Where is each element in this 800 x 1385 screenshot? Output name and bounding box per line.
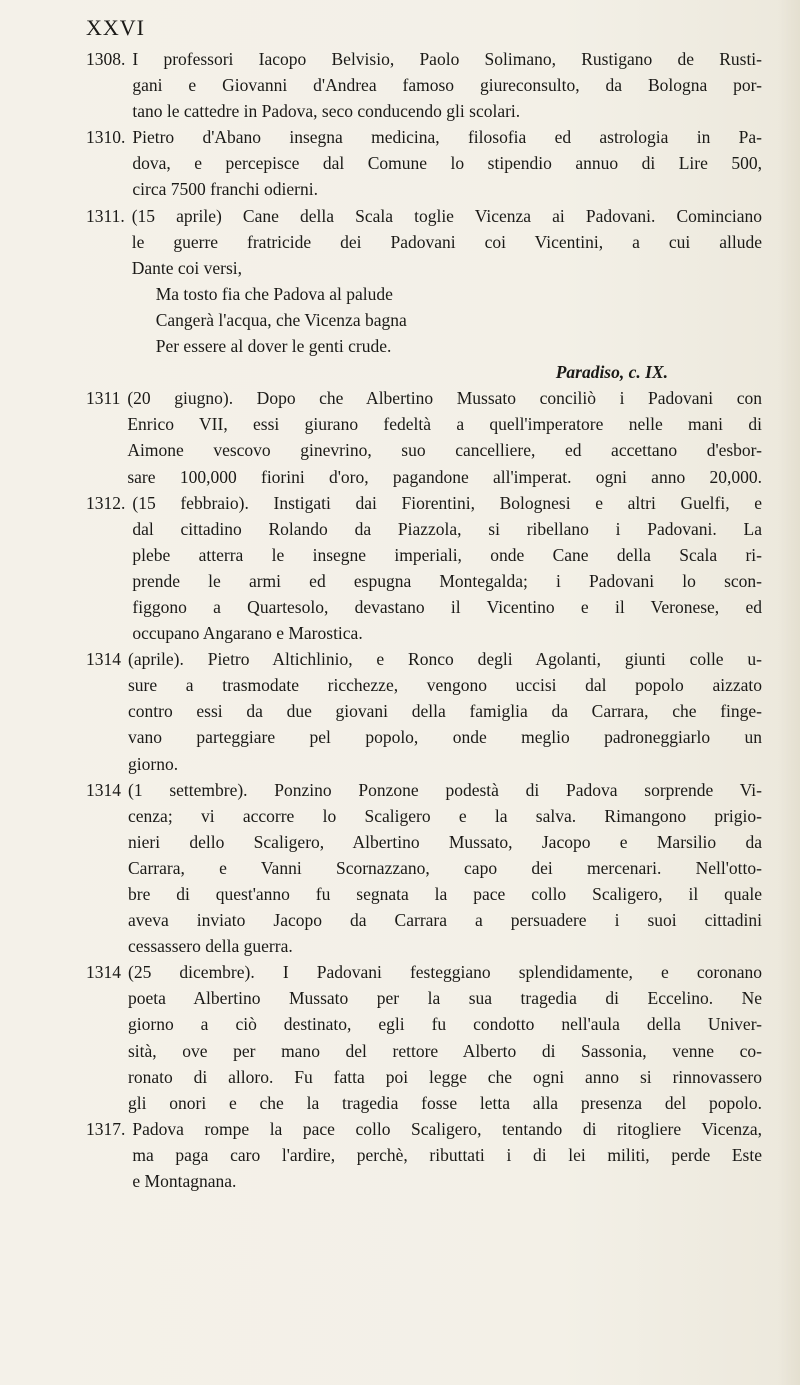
- text-line: (20 giugno). Dopo che Albertino Mussato conciliò i Padovani con: [127, 388, 762, 409]
- chronology-entry: [86, 777, 762, 960]
- entry-year: 1311.: [86, 205, 125, 226]
- text-line: gli onori e che la tragedia fosse letta alla presenza del popolo.: [128, 1092, 762, 1113]
- entry-year: 1311: [86, 388, 121, 409]
- text-line: giorno a ciò destinato, egli fu condotto nell'aula della Univer-: [128, 1014, 762, 1035]
- text-line: (aprile). Pietro Altichlinio, e Ronco degli Agolanti, giunti colle u-: [128, 649, 762, 670]
- entry-year: 1314: [86, 779, 121, 800]
- text-line: sure a trasmodate ricchezze, vengono uccisi dal popolo aizzato: [128, 675, 762, 696]
- text-line: (25 dicembre). I Padovani festeggiano splendidamente, e coronano: [128, 962, 762, 983]
- text-line: bre di quest'anno fu segnata la pace collo Scaligero, il quale: [128, 884, 762, 904]
- entry-year: 1317.: [86, 1118, 126, 1139]
- text-line: Pietro d'Abano insegna medicina, filosofia ed astrologia in Pa-: [132, 127, 762, 148]
- entry-year: 1314: [86, 649, 121, 670]
- text-line: Carrara, e Vanni Scornazzano, capo dei mercenari. Nell'otto-: [128, 857, 762, 878]
- entry-text: [132, 203, 762, 386]
- text-line: dal cittadino Rolando da Piazzola, si ribellano i Padovani. La: [132, 518, 762, 539]
- text-line: (15 febbraio). Instigati dai Fiorentini, Bolognesi e altri Guelfi, e: [132, 492, 762, 513]
- text-line: Padova rompe la pace collo Scaligero, tentando di ritogliere Vicenza,: [132, 1118, 762, 1139]
- text-line: contro essi da due giovani della famiglia da Carrara, che finge-: [128, 701, 762, 722]
- text-line: poeta Albertino Mussato per la sua tragedia di Eccelino. Ne: [128, 988, 762, 1009]
- entry-year: 1312.: [86, 492, 126, 513]
- entry-text: [128, 646, 762, 776]
- text-line: ma paga caro l'ardire, perchè, ributtati i di lei militi, perde Este: [132, 1144, 762, 1165]
- verse-line: Per essere al dover le genti crude.: [155, 336, 392, 357]
- text-line: (15 aprile) Cane della Scala toglie Vicenza ai Padovani. Cominciano: [131, 205, 762, 226]
- text-line: cenza; vi accorre lo Scaligero e la salva. Rimangono prigio-: [128, 805, 762, 826]
- entry-year: 1314: [86, 962, 121, 983]
- chronology-entry: [86, 1116, 762, 1194]
- verse-citation: Paradiso, c. IX.: [555, 362, 668, 383]
- chronology-entry: [86, 203, 762, 386]
- chronology-entry: [86, 646, 762, 776]
- entry-text: [132, 46, 762, 124]
- text-line: nieri dello Scaligero, Albertino Mussato, Jacopo e Marsilio da: [128, 831, 762, 852]
- entry-year: 1310.: [86, 127, 126, 148]
- text-line: le guerre fratricide dei Padovani coi Vicentini, a cui allude: [131, 231, 762, 252]
- text-line: circa 7500 franchi odierni.: [132, 179, 318, 200]
- text-line: gani e Giovanni d'Andrea famoso giureconsulto, da Bologna por-: [132, 75, 762, 96]
- text-line: ronato di alloro. Fu fatta poi legge che ogni anno si rinnovassero: [128, 1066, 762, 1087]
- entry-text: [127, 385, 762, 489]
- entry-text: [128, 777, 762, 960]
- text-line: giorno.: [128, 753, 179, 774]
- text-line: tano le cattedre in Padova, seco conducendo gli scolari.: [132, 101, 521, 122]
- text-line: sare 100,000 fiorini d'oro, pagandone all'imperat. ogni anno 20,000.: [127, 466, 762, 487]
- text-line: (1 settembre). Ponzino Ponzone podestà di Padova sorprende Vi-: [128, 779, 762, 800]
- chronology-entry: [86, 385, 762, 489]
- chronology-entry: [86, 46, 762, 124]
- text-line: figgono a Quartesolo, devastano il Vicentino e il Veronese, ed: [132, 596, 762, 617]
- text-line: Dante coi versi,: [131, 257, 243, 278]
- text-line: cessassero della guerra.: [128, 936, 293, 957]
- text-line: e Montagnana.: [132, 1171, 237, 1192]
- text-line: sità, ove per mano del rettore Alberto di Sassonia, venne co-: [128, 1040, 762, 1061]
- chronology-entry: [86, 124, 762, 202]
- page-edge-shadow: [778, 0, 800, 1385]
- entry-text: [132, 1116, 762, 1194]
- text-line: aveva inviato Jacopo da Carrara a persuadere i suoi cittadini: [128, 910, 762, 931]
- text-line: Enrico VII, essi giurano fedeltà a quell'imperatore nelle mani di: [127, 414, 762, 435]
- entry-text: [132, 124, 762, 202]
- chronology-entries: [86, 46, 762, 1194]
- entry-year: 1308.: [86, 49, 126, 69]
- chronology-entry: [86, 959, 762, 1116]
- verse-line: Ma tosto fia che Padova al palude: [155, 283, 393, 304]
- text-line: prende le armi ed espugna Montegalda; i Padovani lo scon-: [132, 570, 762, 591]
- text-line: dova, e percepisce dal Comune lo stipendio annuo di Lire 500,: [132, 153, 762, 174]
- text-line: vano parteggiare pel popolo, onde meglio padroneggiarlo un: [128, 727, 762, 748]
- page-number: XXVI: [86, 15, 145, 40]
- text-line: I professori Iacopo Belvisio, Paolo Solimano, Rustigano de Rusti-: [132, 49, 762, 69]
- text-line: Aimone vescovo ginevrino, suo cancelliere, ed accettano d'esbor-: [127, 440, 762, 461]
- entry-text: [128, 959, 762, 1116]
- chronology-entry: [86, 490, 762, 647]
- text-line: occupano Angarano e Marostica.: [132, 623, 363, 644]
- verse-line: Cangerà l'acqua, che Vicenza bagna: [155, 309, 407, 330]
- entry-text: [132, 490, 762, 647]
- text-line: plebe atterra le insegne imperiali, onde Cane della Scala ri-: [132, 544, 762, 565]
